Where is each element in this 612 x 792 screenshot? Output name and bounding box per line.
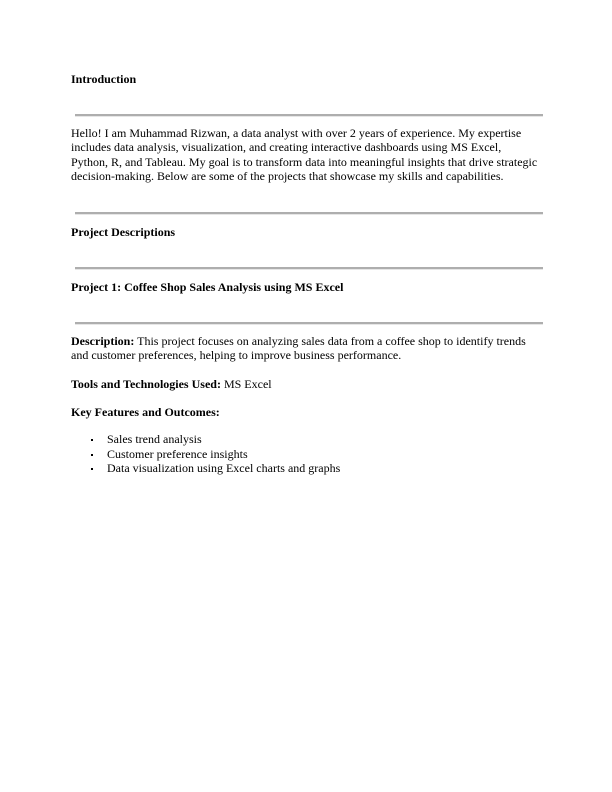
introduction-heading: Introduction xyxy=(71,72,137,86)
tools-label: Tools and Technologies Used: xyxy=(71,377,221,391)
horizontal-rule xyxy=(75,114,543,117)
key-features-list xyxy=(71,432,340,476)
list-item xyxy=(71,432,340,447)
project-1-heading: Project 1: Coffee Shop Sales Analysis using MS Excel xyxy=(71,280,344,294)
introduction-paragraph: Hello! I am Muhammad Rizwan, a data analyst with over 2 years of experience. My expertise includes data analysis, visualization, and creating interactive dashboards using MS Excel, Python, R, and Tableau. My goal is to transform data into meaningful insights that drive strategic decision-making. Below are some of the projects that showcase my skills and capabilities. xyxy=(71,126,538,184)
list-item-text: Sales trend analysis xyxy=(107,432,202,446)
horizontal-rule xyxy=(75,322,543,325)
project-descriptions-heading: Project Descriptions xyxy=(71,225,176,239)
list-item-text: Data visualization using Excel charts and graphs xyxy=(107,461,341,476)
project-1-tools xyxy=(71,377,541,391)
horizontal-rule xyxy=(75,267,543,270)
tools-text: MS Excel xyxy=(220,377,272,391)
bullet-icon xyxy=(91,454,93,456)
project-1-description xyxy=(71,334,541,363)
list-item xyxy=(71,461,340,476)
bullet-icon xyxy=(91,439,93,441)
list-item xyxy=(71,447,340,462)
horizontal-rule xyxy=(75,212,543,215)
bullet-icon xyxy=(91,468,93,470)
description-label: Description: xyxy=(71,334,135,348)
key-features-heading: Key Features and Outcomes: xyxy=(71,405,220,419)
description-text: This project focuses on analyzing sales data from a coffee shop to identify trends and customer preferences, helping to improve business performance. xyxy=(71,334,526,363)
list-item-text: Customer preference insights xyxy=(107,446,248,461)
